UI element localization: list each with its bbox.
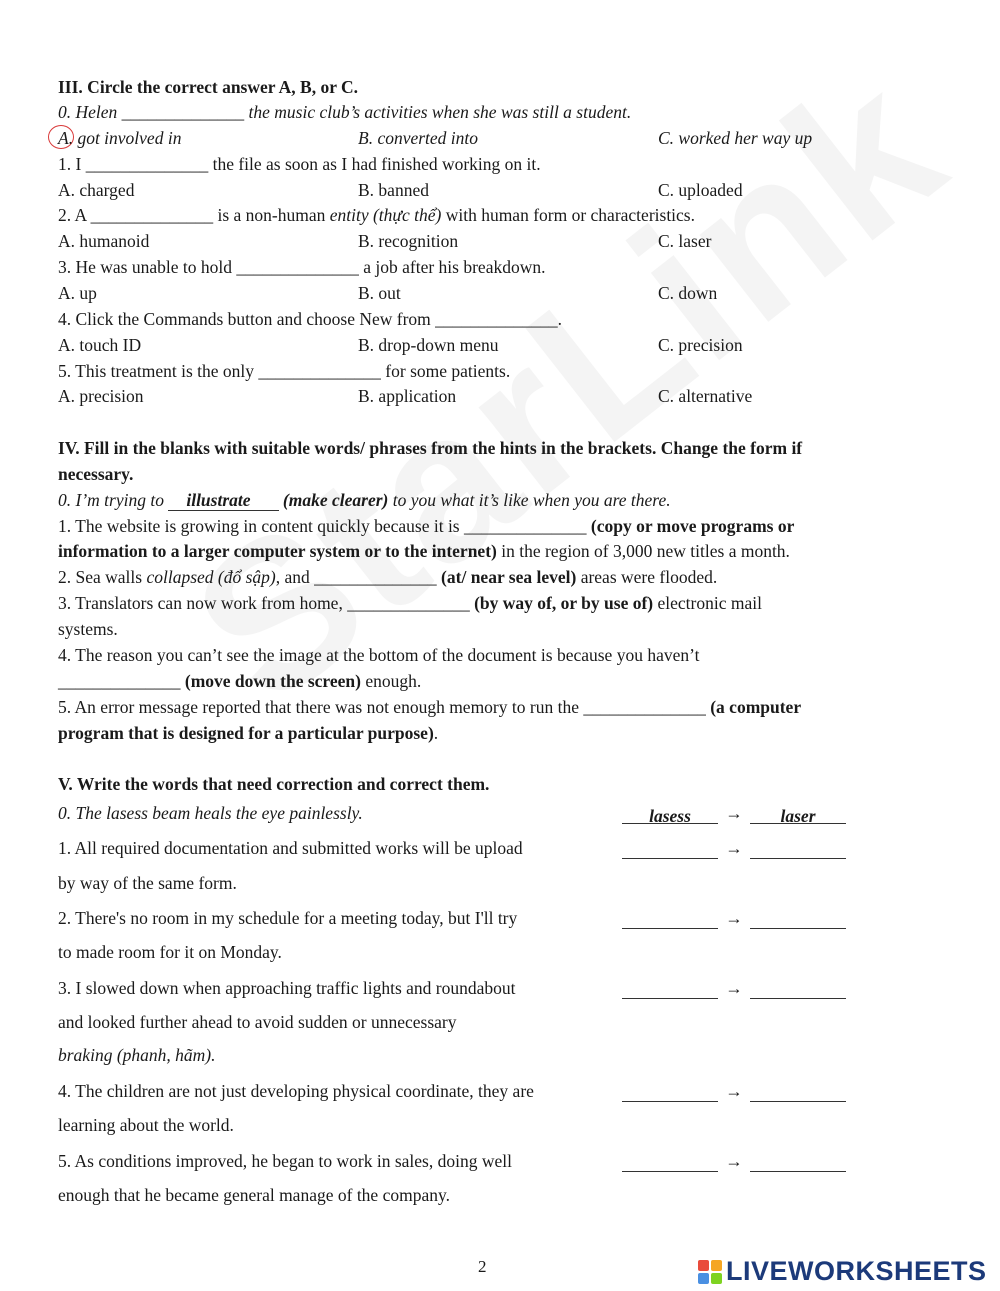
s4-q2-blank[interactable]: , and ______________ [275, 567, 442, 587]
s5-q2-right-input[interactable] [750, 910, 846, 929]
s4-q1-pre[interactable]: 1. The website is growing in content quickly because it is ______________ [58, 516, 591, 536]
s3-q0-option-c: C. worked her way up [658, 128, 813, 148]
s3-q2-stem-post: with human form or characteristics. [441, 205, 695, 225]
s4-example-pre: 0. I’m trying to [58, 490, 169, 510]
s5-q3-line3: braking (phanh, hãm). [58, 1045, 216, 1065]
s4-q3-line2: systems. [58, 619, 118, 639]
arrow-icon: → [725, 803, 743, 823]
s5-q4-line2: learning about the world. [58, 1115, 234, 1135]
arrow-icon: → [725, 1081, 743, 1101]
s3-q3-option-b[interactable]: B. out [358, 283, 401, 303]
logo-text: LIVEWORKSHEETS [726, 1256, 987, 1286]
s5-q3-correction [622, 977, 846, 999]
logo-square [698, 1260, 709, 1271]
s5-q5-wrong-input[interactable] [622, 1153, 718, 1172]
s3-q3-option-a[interactable]: A. up [58, 283, 97, 303]
s5-q5-right-input[interactable] [750, 1153, 846, 1172]
arrow-icon: → [725, 978, 743, 998]
s5-example: 0. The lasess beam heals the eye painlessly. [58, 803, 363, 823]
s3-q0-stem: 0. Helen ______________ the music club’s activities when she was still a student. [58, 102, 632, 122]
s5-q1-line2: by way of the same form. [58, 873, 237, 893]
s4-q1-line2 [58, 540, 790, 562]
s4-q2-pre: 2. Sea walls [58, 567, 147, 587]
s5-q5-line2: enough that he became general manage of the company. [58, 1185, 450, 1205]
s4-q3-line1 [58, 592, 762, 614]
s5-q3-line2: and looked further ahead to avoid sudden or unnecessary [58, 1012, 457, 1032]
s4-q2-post: areas were flooded. [576, 567, 718, 587]
logo-grid-icon [698, 1260, 722, 1284]
s4-example-answer: illustrate [168, 490, 278, 511]
section-5-heading: V. Write the words that need correction and correct them. [58, 774, 490, 794]
s4-example [58, 489, 671, 511]
s3-q5-option-c[interactable]: C. alternative [658, 386, 753, 406]
s3-q2-option-c[interactable]: C. laser [658, 231, 712, 251]
s5-q1-right-input[interactable] [750, 840, 846, 859]
s3-q4-option-c[interactable]: C. precision [658, 335, 743, 355]
s5-q5-line1: 5. As conditions improved, he began to work in sales, doing well [58, 1151, 512, 1171]
arrow-icon: → [725, 908, 743, 928]
s3-q3-stem: 3. He was unable to hold ______________ a job after his breakdown. [58, 257, 546, 277]
s3-q4-option-a[interactable]: A. touch ID [58, 335, 142, 355]
s5-q2-wrong-input[interactable] [622, 910, 718, 929]
s5-q1-wrong-input[interactable] [622, 840, 718, 859]
s4-q4-post: enough. [360, 671, 422, 691]
s5-q4-wrong-input[interactable] [622, 1083, 718, 1102]
s3-q1-option-a[interactable]: A. charged [58, 180, 135, 200]
s5-q5-correction [622, 1150, 846, 1172]
s3-q2-stem [58, 204, 695, 226]
s3-q5-option-a[interactable]: A. precision [58, 386, 144, 406]
s4-q1-post: in the region of 3,000 new titles a month. [496, 541, 790, 561]
s5-q2-line1: 2. There's no room in my schedule for a meeting today, but I'll try [58, 908, 518, 928]
s4-q4-line1: 4. The reason you can’t see the image at the bottom of the document is because you haven’t [58, 645, 700, 665]
arrow-icon: → [725, 838, 743, 858]
s4-q5-line1 [58, 696, 801, 718]
s5-example-right: laser [750, 805, 846, 824]
s3-q5-option-b[interactable]: B. application [358, 386, 457, 406]
s5-q1-line1: 1. All required documentation and submitted works will be upload [58, 838, 523, 858]
section-4-heading-line1: IV. Fill in the blanks with suitable words/ phrases from the hints in the brackets. Change the form if [58, 438, 803, 458]
s5-q3-right-input[interactable] [750, 980, 846, 999]
s3-q1-stem: 1. I ______________ the file as soon as I had finished working on it. [58, 154, 541, 174]
s5-q3-wrong-input[interactable] [622, 980, 718, 999]
s5-q2-correction [622, 907, 846, 929]
s4-q4-line2 [58, 670, 421, 692]
s4-q3-hint: (by way of, or by use of) [474, 593, 654, 613]
logo-square [711, 1273, 722, 1284]
s3-q0-option-a: A. got involved in [58, 128, 182, 148]
logo-square [711, 1260, 722, 1271]
watermark [150, 23, 986, 751]
s5-example-correction [622, 802, 846, 824]
s4-q5-blank[interactable]: 5. An error message reported that there was not enough memory to run the ______________ [58, 697, 711, 717]
s4-example-post: to you what it’s like when you are there. [388, 490, 671, 510]
s3-q3-option-c[interactable]: C. down [658, 283, 718, 303]
s5-q1-correction [622, 837, 846, 859]
s5-q4-correction [622, 1080, 846, 1102]
s4-q5-post: . [433, 723, 439, 743]
s4-q3-post: electronic mail [653, 593, 762, 613]
s3-q2-option-a[interactable]: A. humanoid [58, 231, 150, 251]
s4-q1-line1 [58, 515, 794, 537]
s3-q5-stem: 5. This treatment is the only ______________ for some patients. [58, 361, 511, 381]
s4-example-hint: (make clearer) [282, 490, 389, 510]
s4-q5-hint-b: program that is designed for a particular purpose) [58, 723, 434, 743]
s4-q1-hint-b: information to a larger computer system or to the internet) [58, 541, 497, 561]
section-4-heading-line2: necessary. [58, 464, 134, 484]
arrow-icon: → [725, 1151, 743, 1171]
s5-q3-line1: 3. I slowed down when approaching traffic lights and roundabout [58, 978, 516, 998]
s5-q4-right-input[interactable] [750, 1083, 846, 1102]
section-3-heading: III. Circle the correct answer A, B, or C. [58, 77, 359, 97]
s4-q1-hint-a: (copy or move programs or [590, 516, 795, 536]
logo-square [698, 1273, 709, 1284]
s4-q2-italic: collapsed (đổ sập) [146, 567, 276, 587]
s4-q5-hint-a: (a computer [710, 697, 802, 717]
s3-q2-stem-pre: 2. A ______________ is a non-human [58, 205, 330, 225]
s3-q1-option-b[interactable]: B. banned [358, 180, 429, 200]
page-number: 2 [478, 1257, 487, 1276]
s4-q3-blank[interactable]: 3. Translators can now work from home, ______________ [58, 593, 475, 613]
s4-q4-hint: (move down the screen) [184, 671, 361, 691]
s3-q4-option-b[interactable]: B. drop-down menu [358, 335, 499, 355]
s3-q4-stem: 4. Click the Commands button and choose New from ______________. [58, 309, 563, 329]
s5-example-wrong: lasess [622, 805, 718, 824]
s3-q2-option-b[interactable]: B. recognition [358, 231, 459, 251]
s5-q4-line1: 4. The children are not just developing physical coordinate, they are [58, 1081, 534, 1101]
s3-q0-option-b: B. converted into [358, 128, 479, 148]
s4-q2-hint: (at/ near sea level) [441, 567, 577, 587]
s5-q2-line2: to made room for it on Monday. [58, 942, 282, 962]
s4-q4-blank[interactable]: ______________ [58, 671, 185, 691]
s4-q5-line2 [58, 722, 438, 744]
liveworksheets-logo[interactable] [698, 1256, 987, 1287]
s3-q1-option-c[interactable]: C. uploaded [658, 180, 743, 200]
s3-q2-stem-italic: entity (thực thể) [329, 205, 442, 225]
s4-q2 [58, 566, 717, 588]
